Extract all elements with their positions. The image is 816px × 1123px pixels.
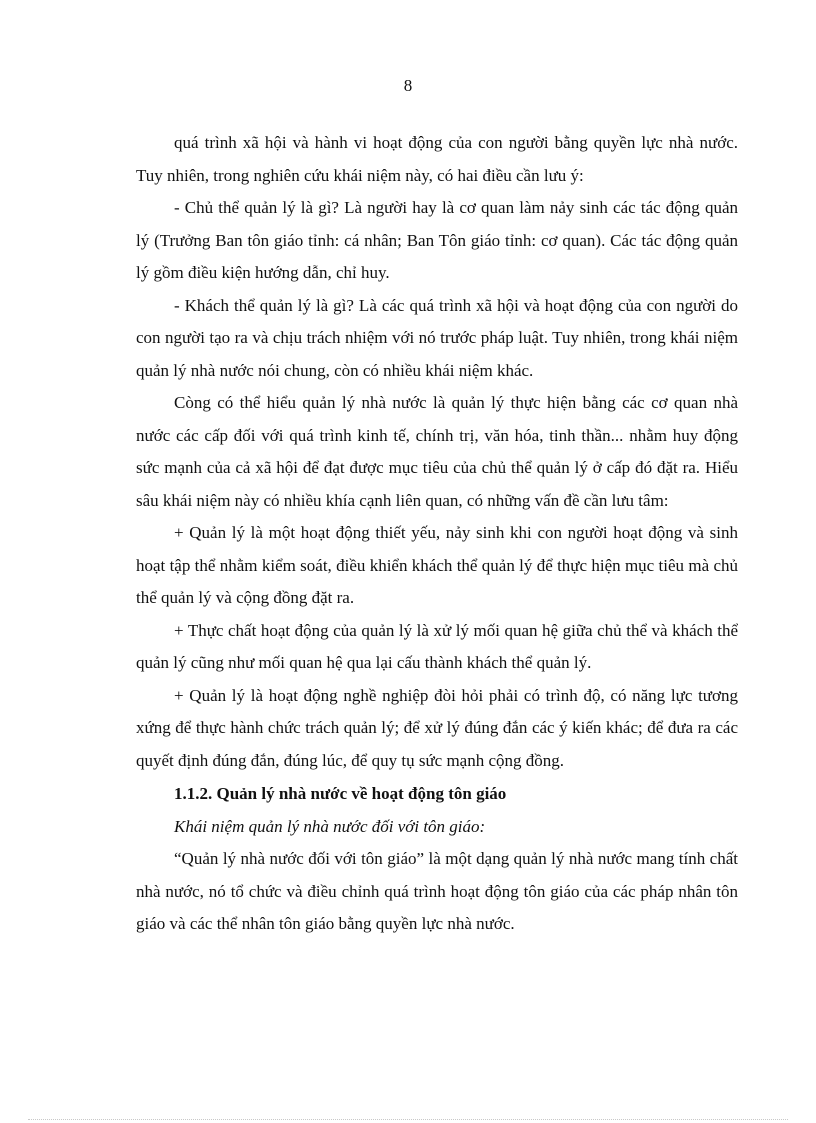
- paragraph-continuation: quá trình xã hội và hành vi hoạt động của con người bằng quyền lực nhà nước. Tuy nhiên, trong nghiên cứu khái niệm này, có hai điều cần lưu ý:: [136, 133, 738, 185]
- page-bottom-divider: [28, 1119, 788, 1120]
- document-body: [136, 127, 738, 941]
- paragraph-point-3: + Quản lý là hoạt động nghề nghiệp đòi hỏi phải có trình độ, có năng lực tương xứng để thực hành chức trách quản lý; để xử lý đúng đắn các ý kiến khác; để đưa ra các quyết định đúng đắn, đúng lúc, để quy tụ sức mạnh cộng đồng.: [136, 685, 738, 770]
- paragraph-point-2: + Thực chất hoạt động của quản lý là xử lý mối quan hệ giữa chủ thể và khách thể quản lý cũng như mối quan hệ qua lại cấu thành khách thể quản lý.: [136, 620, 738, 672]
- paragraph-definition: Còng có thể hiểu quản lý nhà nước là quản lý thực hiện bằng các cơ quan nhà nước các cấp đối với quá trình kinh tế, chính trị, văn hóa, tinh thần... nhằm huy động sức mạnh của cả xã hội để đạt được mục tiêu của chủ thể quản lý ở cấp đó đặt ra. Hiểu sâu khái niệm này có nhiều khía cạnh liên quan, có những vấn đề cần lưu tâm:: [136, 393, 738, 510]
- paragraph-point-1: + Quản lý là một hoạt động thiết yếu, nảy sinh khi con người hoạt động và sinh hoạt tập thể nhằm kiểm soát, điều khiển khách thể quản lý để thực hiện mục tiêu mà chủ thể quản lý và cộng đồng đặt ra.: [136, 523, 738, 607]
- section-paragraph: “Quản lý nhà nước đối với tôn giáo” là một dạng quản lý nhà nước mang tính chất nhà nước, nó tổ chức và điều chỉnh quá trình hoạt động tôn giáo của các pháp nhân tôn giáo và các thể nhân tôn giáo bằng quyền lực nhà nước.: [136, 849, 738, 933]
- section-heading: 1.1.2. Quản lý nhà nước về hoạt động tôn giáo: [174, 784, 507, 803]
- section-subheading: Khái niệm quản lý nhà nước đối với tôn giáo:: [174, 816, 486, 836]
- paragraph-subject: - Chủ thể quản lý là gì? Là người hay là cơ quan làm nảy sinh các tác động quản lý (Trưởng Ban tôn giáo tỉnh: cá nhân; Ban Tôn giáo tỉnh: cơ quan). Các tác động quản lý gồm điều kiện hướng dẫn, chỉ huy.: [136, 198, 738, 282]
- paragraph-object: - Khách thể quản lý là gì? Là các quá trình xã hội và hoạt động của con người do con người tạo ra và chịu trách nhiệm với nó trước pháp luật. Tuy nhiên, trong khái niệm quản lý nhà nước nói chung, còn có nhiều khái niệm khác.: [136, 295, 738, 380]
- page-number: 8: [403, 76, 413, 95]
